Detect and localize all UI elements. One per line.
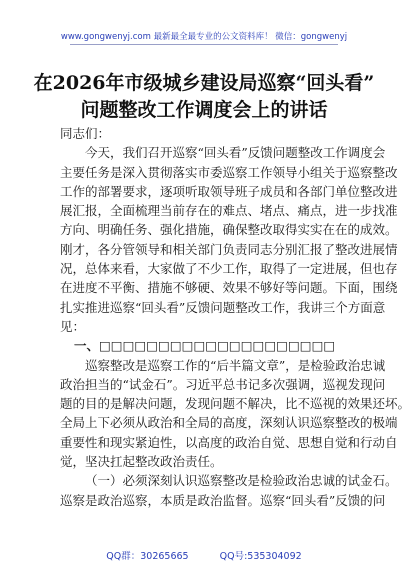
qq-number-label: QQ号:535304092 [219, 551, 302, 562]
paragraph-line: 见： [60, 318, 86, 334]
paragraph-line: 方向、明确任务、强化措施，确保整改取得实实在在的成效。 [60, 222, 398, 238]
paragraph-line: 主要任务是深入贯彻落实市委巡察工作领导小组关于巡察整改 [60, 164, 398, 180]
qq-group-label: QQ群：30265665 [106, 551, 189, 562]
title-line-2: 问题整改工作调度会上的讲话 [80, 99, 328, 121]
document-body [60, 124, 410, 510]
document-title [20, 70, 388, 124]
paragraph-line: 巡察是政治巡察，本质是政治监督。巡察“回头看”反馈的问 [60, 492, 386, 508]
paragraph-line: 况，总体来看，大家做了不少工作，取得了一定进展，但也存 [60, 261, 398, 277]
paragraph-line: 今天，我们召开巡察“回头看”反馈问题整改工作调度会 [85, 145, 386, 161]
paragraph-line: 巡察整改是巡察工作的“后半篇文章”，是检验政治忠诚 [85, 357, 386, 373]
paragraph-line: 全局上下必须从政治和全局的高度，深刻认识巡察整改的极端 [60, 415, 398, 431]
contact-footer [0, 548, 408, 562]
site-header-banner: www.gongwenyj.com 最新最全最专业的公文资料库！ 微信：gongwenyj [60, 32, 348, 42]
paragraph-line: 刚才，各分管领导和相关部门负责同志分别汇报了整改进展情 [60, 241, 398, 257]
paragraph-line: 政治担当的“试金石”。习近平总书记多次强调，巡视发现问 [60, 376, 386, 392]
paragraph-line: 题的目的是解决问题，发现问题不解决，比不巡视的效果还坏。 [60, 396, 410, 412]
paragraph-line: 扎实推进巡察“回头看”反馈问题整改工作，我讲三个方面意 [60, 299, 386, 315]
title-line-1: 在2026年市级城乡建设局巡察“回头看” [33, 72, 375, 94]
header-divider [70, 44, 338, 45]
paragraph-line: 在进度不平衡、措施不够硬、效果不够好等问题。下面，围绕 [60, 280, 398, 296]
paragraph-line: 重要性和现实紧迫性，以高度的政治自觉、思想自觉和行动自 [60, 434, 398, 450]
section-heading: 一、□□□□□□□□□□□□□□□□□□□□ [74, 338, 336, 354]
paragraph-line: 觉，坚决扛起整改政治责任。 [60, 454, 223, 470]
paragraph-line: 工作的部署要求，逐项听取领导班子成员和各部门单位整改进 [60, 183, 398, 199]
paragraph-line: （一）必须深刻认识巡察整改是检验政治忠诚的试金石。 [85, 473, 398, 489]
paragraph-line: 展汇报，全面梳理当前存在的难点、堵点、痛点，进一步找准 [60, 203, 398, 219]
salutation: 同志们： [60, 126, 111, 141]
